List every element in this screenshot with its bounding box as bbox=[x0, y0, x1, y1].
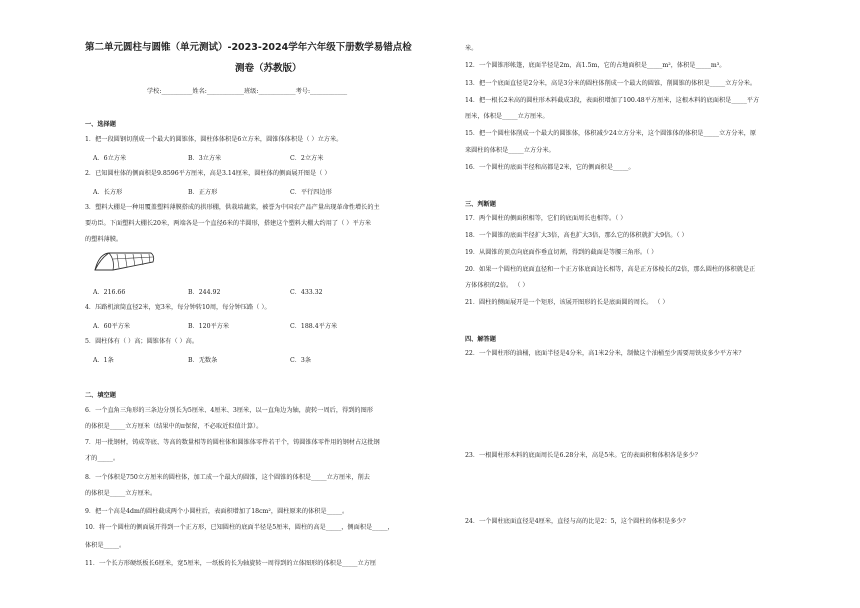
question-24: 24．一个圆柱底面直径是4厘米，直径与高的比是2：5，这个圆柱的体积是多少？ bbox=[465, 518, 689, 525]
question-11-line2: 米。 bbox=[465, 45, 478, 52]
q4-option-b: B．120平方米 bbox=[188, 323, 230, 330]
q1-option-b: B．3立方米 bbox=[188, 155, 222, 162]
question-6-line1: 6．一个直角三角形的三条边分别长为5厘米、4厘米、3厘米，以一直角边为轴，旋转一周后，得到的图形 bbox=[85, 407, 373, 414]
q1-option-c: C．2立方米 bbox=[290, 155, 324, 162]
question-5: 5．圆柱体有（ ）高；圆锥体有（ ）高。 bbox=[85, 338, 199, 345]
question-8-line1: 8．一个体积是750立方厘米的圆柱体，加工成一个最大的圆锥，这个圆锥的体积是_____立方厘米，削去 bbox=[85, 474, 370, 481]
question-2: 2．已知圆柱体的侧面积是9.8596平方厘米，高是3.14厘米，圆柱体的侧面展开图是（ ） bbox=[85, 170, 331, 177]
question-14-line2: 厘米，体积是_____立方厘米。 bbox=[465, 113, 549, 120]
question-3-line2: 要功臣。下面塑料大棚长20米，两端各是一个直径6米的半圆形，搭建这个塑料大棚大约用了（ ）平方米 bbox=[85, 220, 372, 227]
q4-option-a: A．60平方米 bbox=[93, 323, 131, 330]
question-8-line2: 的体积是_____立方厘米。 bbox=[85, 490, 157, 497]
question-15-line2: 来圆柱的体积是_____立方分米。 bbox=[465, 147, 555, 154]
page-title-line2: 测卷（苏教版） bbox=[235, 63, 302, 74]
question-10-line1: 10．将一个圆柱的侧面展开得到一个正方形，已知圆柱的底面半径是5厘米，圆柱的高是_____，侧面积是_____， bbox=[85, 524, 394, 531]
question-15-line1: 15．把一个圆柱体削成一个最大的圆锥体，体积减少24立方分米，这个圆锥体的体积是_____立方分米，原 bbox=[465, 130, 757, 137]
question-9: 9．把一个高是4dm的圆柱截成两个小圆柱后，表面积增加了18cm²，圆柱原来的体积是_____。 bbox=[85, 508, 349, 515]
question-22: 22．一个圆柱形的油桶，底面半径是4分米，高1米2分米，制做这个油桶至少需要用铁皮多少平方米？ bbox=[465, 350, 745, 357]
question-12: 12．一个圆锥形帐篷，底面半径是2m，高1.5m，它的占地面积是_____m²，体积是_____m³。 bbox=[465, 62, 726, 69]
q3-option-c: C．433.32 bbox=[290, 289, 323, 296]
q2-option-b: B．正方形 bbox=[188, 189, 218, 196]
question-18: 18．一个圆锥的底面半径扩大3倍，高也扩大3倍，那么它的体积就扩大9倍。（ ） bbox=[465, 232, 688, 239]
question-20-line2: 方体体积的2倍。 （ ） bbox=[465, 282, 529, 289]
q3-option-a: A．216.66 bbox=[93, 289, 126, 296]
question-19: 19．从圆锥的顶点向底面作垂直切割，得到的截面是等腰三角形。（ ） bbox=[465, 249, 658, 256]
question-20-line1: 20．如果一个圆柱的底面直径和一个正方体底面边长相等，高是正方体棱长的2倍，那么圆柱的体积就是正 bbox=[465, 266, 756, 273]
section-fill-heading: 二、填空题 bbox=[85, 392, 116, 399]
q2-option-c: C．平行四边形 bbox=[290, 189, 332, 196]
question-23: 23．一根圆柱形木料的底面周长是6.28分米，高是5米。它的表面积和体积各是多少？ bbox=[465, 452, 701, 459]
student-info-line: 学校:__________姓名:____________班级:____________考号:____________ bbox=[147, 88, 348, 95]
q5-option-a: A．1条 bbox=[93, 357, 114, 364]
question-10-line2: 体积是_____。 bbox=[85, 542, 126, 549]
q4-option-c: C．188.4平方米 bbox=[290, 323, 338, 330]
q2-option-a: A．长方形 bbox=[93, 189, 123, 196]
q5-option-b: B．无数条 bbox=[188, 357, 218, 364]
question-11-line1: 11．一个长方形硬纸板长6厘米，宽5厘米，一纸板的长为轴旋转一周得到的立体图形的体积是_____立方厘 bbox=[85, 560, 377, 567]
page-title: 第二单元圆柱与圆锥（单元测试）-2023-2024学年六年级下册数学易错点检 bbox=[85, 42, 412, 53]
question-17: 17．两个圆柱的侧面积相等，它们的底面周长也相等。（ ） bbox=[465, 215, 627, 222]
question-6-line2: 的体积是_____立方厘米（结果中的π保留，不必取近似值计算）。 bbox=[85, 423, 263, 430]
question-14-line1: 14．把一根长2米高的圆柱形木料截成3段，表面积增加了100.48平方厘米，这根木料的底面积是_____平方 bbox=[465, 97, 760, 104]
section-choice-heading: 一、选择题 bbox=[85, 121, 116, 128]
question-3-line1: 3．塑料大棚是一种用覆盖塑料薄膜搭成的拱形棚，供栽培蔬菜，被誉为中国农产品产量出现革命性增长的主 bbox=[85, 204, 380, 211]
question-21: 21．圆柱的侧面展开是一个矩形，该展开图形的长是底面圆的周长。 （ ） bbox=[465, 299, 669, 306]
q1-option-a: A．6立方米 bbox=[93, 155, 127, 162]
question-7-line2: 才的_____。 bbox=[85, 455, 120, 462]
question-7-line1: 7．用一批钢材，铸成等底、等高的数量相等的圆柱体和圆锥体零件若干个，铸圆锥体零件用的钢材占这批钢 bbox=[85, 439, 380, 446]
question-3-line3: 的塑料薄膜。 bbox=[85, 236, 123, 243]
section-solve-heading: 四、解答题 bbox=[465, 336, 496, 343]
question-16: 16．一个圆柱的底面半径和高都是2米，它的侧面积是_____。 bbox=[465, 164, 635, 171]
greenhouse-image bbox=[93, 250, 155, 272]
q5-option-c: C．3条 bbox=[290, 357, 312, 364]
question-1: 1．把一段圆钢切削成一个最大的圆锥体，圆柱体体积是6立方米，圆锥体体积是（ ）立方米。 bbox=[85, 136, 343, 143]
question-13: 13．把一个底面直径是2分米，高是3分米的圆柱体削成一个最大的圆锥，削圆锥的体积是_____立方分米。 bbox=[465, 80, 757, 87]
question-4: 4．压路机滚筒直径2米，宽3米，每分钟转10周，每分钟压路（ ）。 bbox=[85, 304, 271, 311]
q3-option-b: B．244.92 bbox=[188, 289, 221, 296]
section-judge-heading: 三、判断题 bbox=[465, 201, 496, 208]
